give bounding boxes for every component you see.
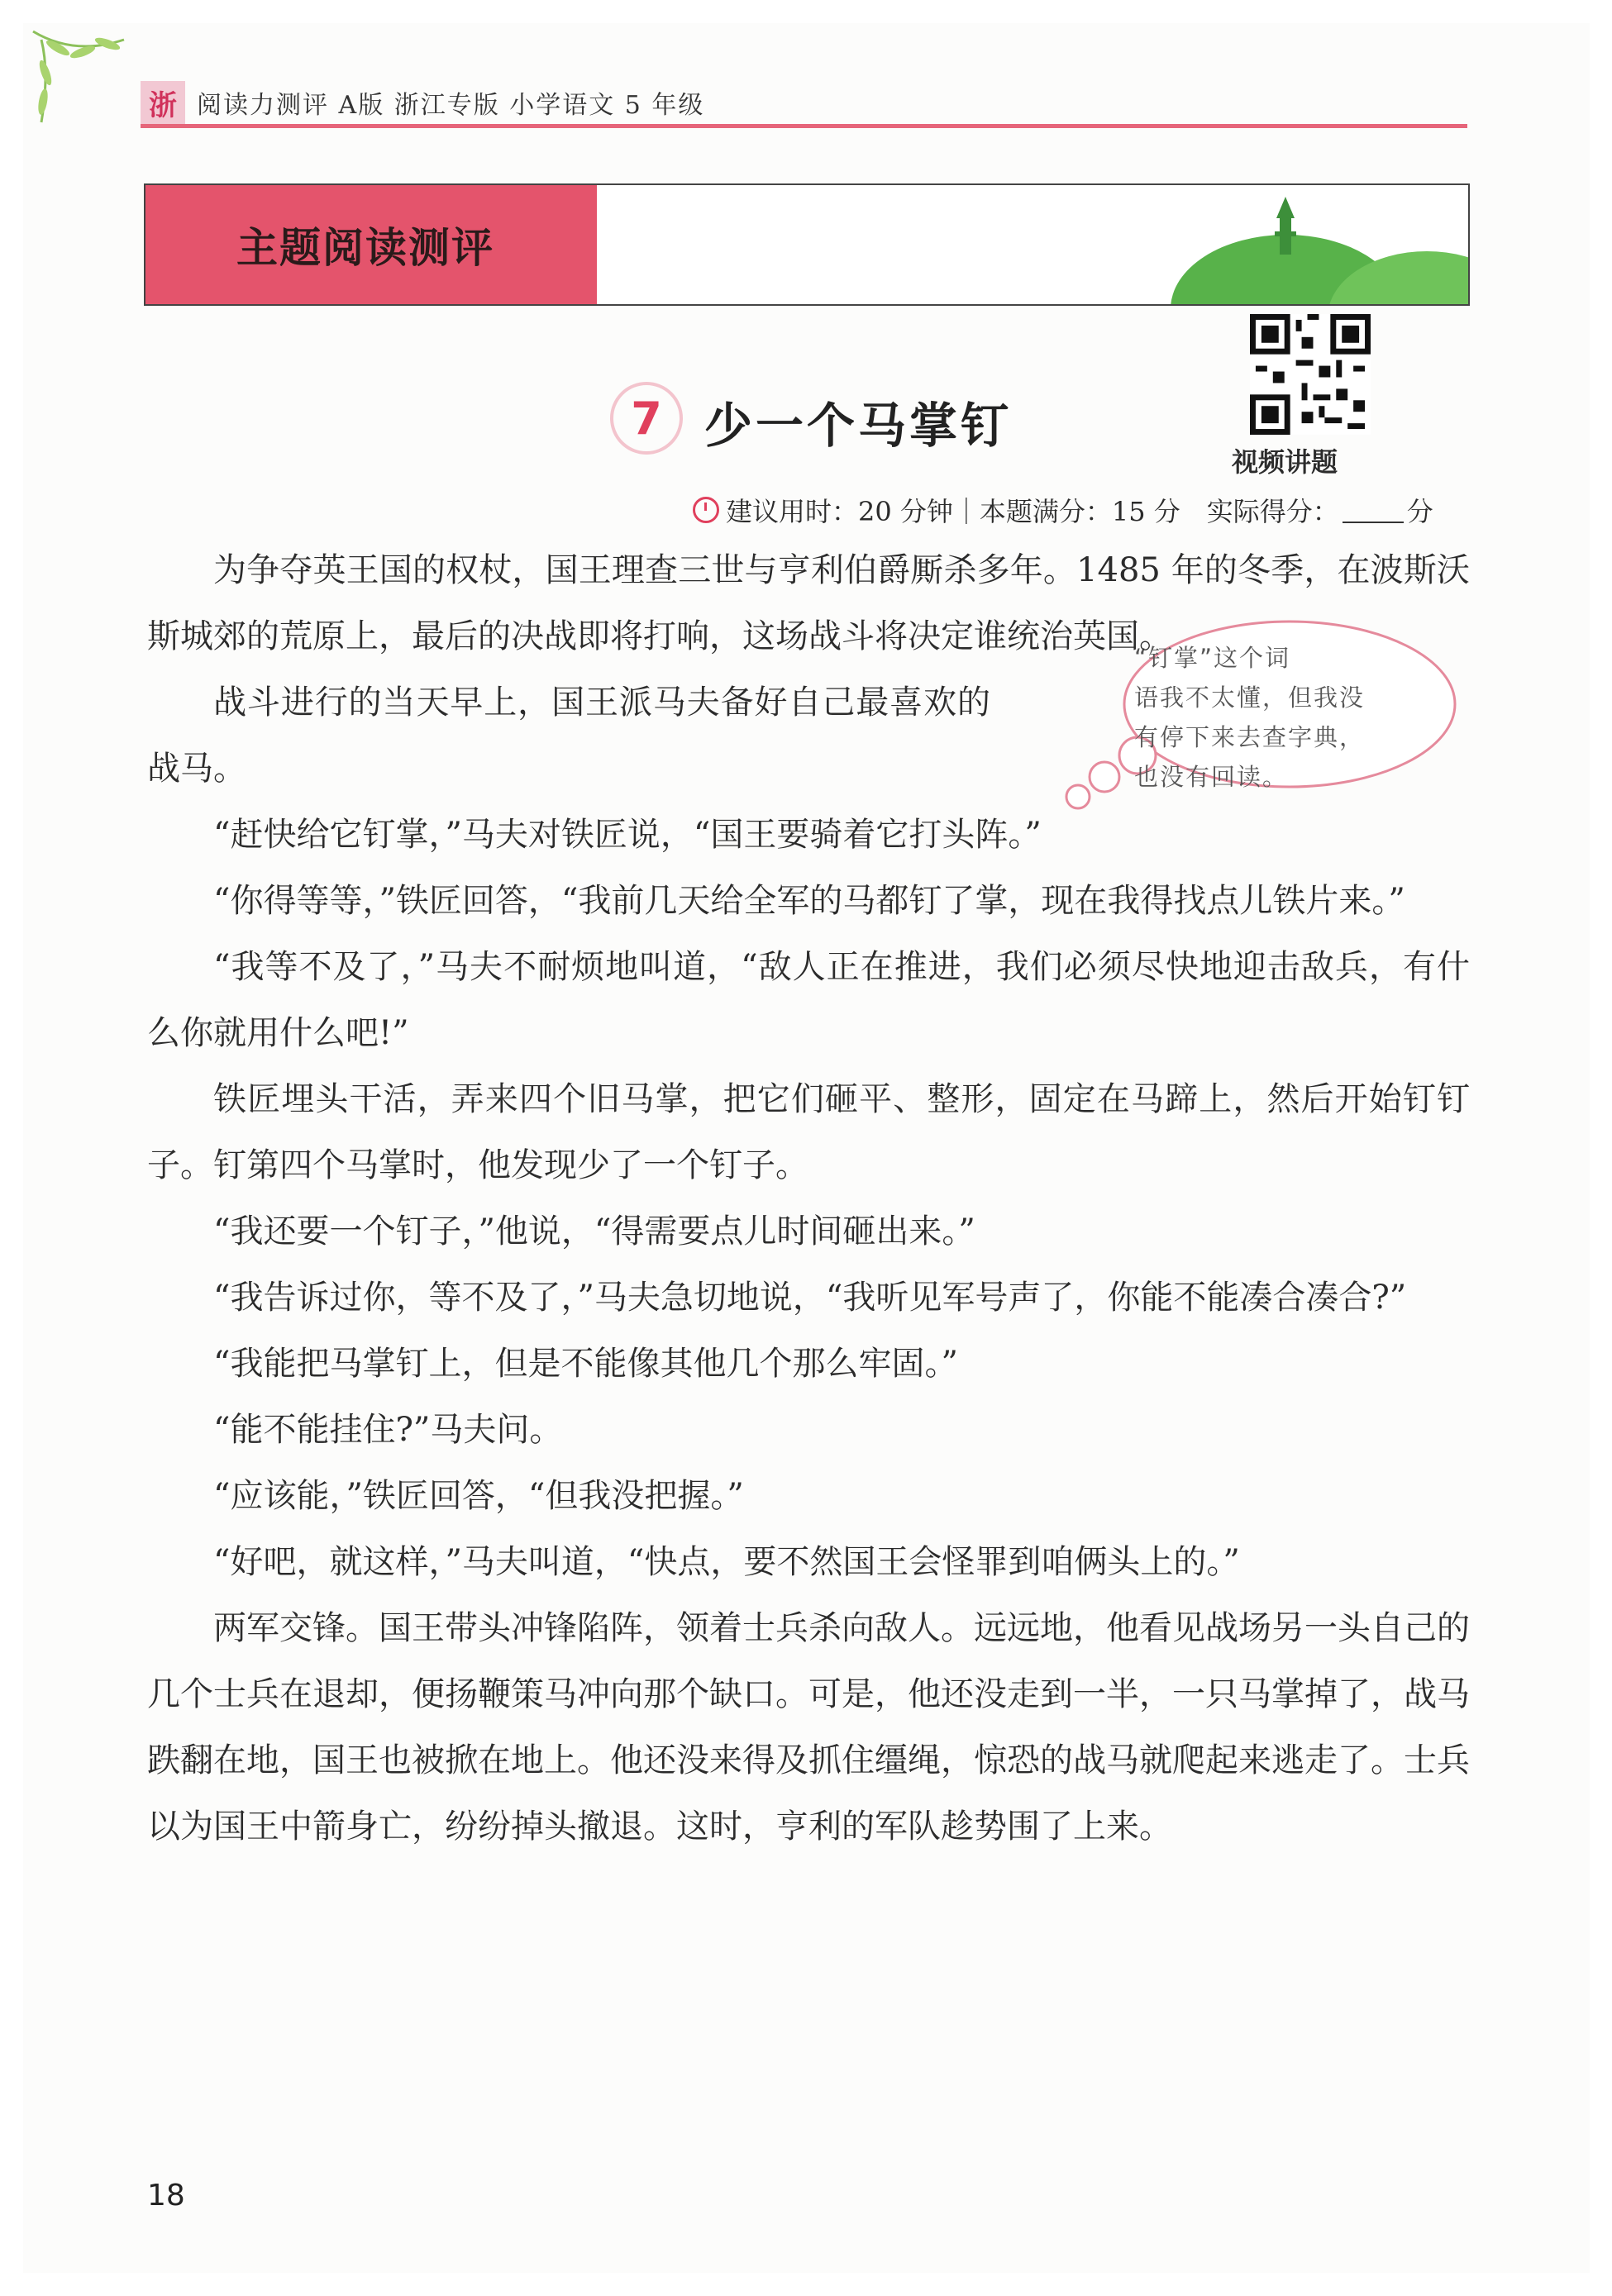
paragraph [147, 1198, 1470, 1265]
pagoda-hills-decoration [1137, 185, 1468, 304]
clock-icon [693, 497, 719, 523]
paragraph [147, 802, 1470, 868]
paragraph-text: “应该能，”铁匠回答，“但我没把握。” [213, 1477, 744, 1515]
running-header [141, 81, 704, 124]
time-score-text: 建议用时：20 分钟｜本题满分：15 分 实际得分： [726, 496, 1339, 527]
paragraph-text: “能不能挂住?”马夫问。 [213, 1411, 563, 1449]
banner-red-block [145, 185, 597, 304]
paragraph-text: 两军交锋。国王带头冲锋陷阵，领着士兵杀向敌人。远远地，他看见战场另一头自己的几个士兵在退却，便扬鞭策马冲向那个缺口。可是，他还没走到一半，一只马掌掉了，战马跌翻在地，国王也被掀在地上。他还没来得及抓住缰绳，惊恐的战马就爬起来逃走了。士兵以为国王中箭身亡，纷纷掉头撤退。这时，亨利的军队趁势围了上来。 [147, 1609, 1470, 1846]
bubble-line: 有停下来去查字典， [1134, 723, 1366, 751]
paragraph-text: “你得等等，”铁匠回答，“我前几天给全军的马都钉了掌，现在我得找点儿铁片来。” [213, 882, 1405, 920]
paragraph [147, 868, 1470, 934]
paragraph [147, 1397, 1470, 1463]
paragraph-text: “我告诉过你，等不及了，”马夫急切地说，“我听见军号声了，你能不能凑合凑合?” [213, 1279, 1407, 1317]
header-rule [141, 124, 1467, 128]
bubble-line: “钉掌”这个词 [1134, 644, 1291, 672]
paragraph-text: 铁匠埋头干活，弄来四个旧马掌，把它们砸平、整形，固定在马蹄上，然后开始钉钉子。钉第四个马掌时，他发现少了一个钉子。 [147, 1080, 1470, 1184]
section-banner [144, 183, 1470, 306]
paragraph-text: “我能把马掌钉上，但是不能像其他几个那么牢固。” [213, 1345, 958, 1383]
paragraph [147, 1463, 1470, 1529]
lesson-title: 少一个马掌钉 [704, 398, 1013, 454]
header-text: 阅读力测评 A版 浙江专版 小学语文 5 年级 [197, 91, 705, 120]
paragraph-text: 为争夺英王国的权杖，国王理查三世与亨利伯爵厮杀多年。1485 年的冬季，在波斯沃斯城郊的荒原上，最后的决战即将打响，这场战斗将决定谁统治英国。 [147, 551, 1470, 655]
qr-label: 视频讲题 [1232, 446, 1338, 478]
lesson-number: 7 [610, 382, 683, 455]
bubble-line: 也没有回读。 [1134, 763, 1289, 791]
page-number: 18 [147, 2179, 185, 2213]
paragraph [147, 669, 990, 802]
score-blank[interactable] [1343, 497, 1404, 523]
paragraph [147, 934, 1470, 1066]
banner-title: 主题阅读测评 [236, 223, 494, 272]
paragraph-text: “赶快给它钉掌，”马夫对铁匠说，“国王要骑着它打头阵。” [213, 816, 1042, 854]
province-mark: 浙 [141, 81, 185, 124]
paragraph-text: “我还要一个钉子，”他说，“得需要点儿时间砸出来。” [213, 1212, 975, 1250]
article-body [147, 537, 1470, 1860]
willow-leaves-decoration [25, 23, 149, 139]
bubble-line: 语我不太懂，但我没 [1134, 684, 1366, 712]
paragraph-text: “好吧，就这样，”马夫叫道，“快点，要不然国王会怪罪到咱俩头上的。” [213, 1543, 1240, 1581]
paragraph [147, 1066, 1470, 1198]
paragraph [147, 1595, 1470, 1860]
paragraph-text: 战斗进行的当天早上，国王派马夫备好自己最喜欢的战马。 [147, 684, 990, 788]
paragraph-text: “我等不及了，”马夫不耐烦地叫道，“敌人正在推进，我们必须尽快地迎击敌兵，有什么你就用什么吧!” [147, 948, 1470, 1052]
paragraph [147, 1529, 1470, 1595]
time-score-line [693, 491, 1433, 529]
qr-code-icon[interactable] [1250, 314, 1371, 435]
paragraph [147, 1265, 1470, 1331]
score-unit: 分 [1406, 496, 1433, 527]
paragraph [147, 1331, 1470, 1397]
paragraph [147, 537, 1470, 669]
